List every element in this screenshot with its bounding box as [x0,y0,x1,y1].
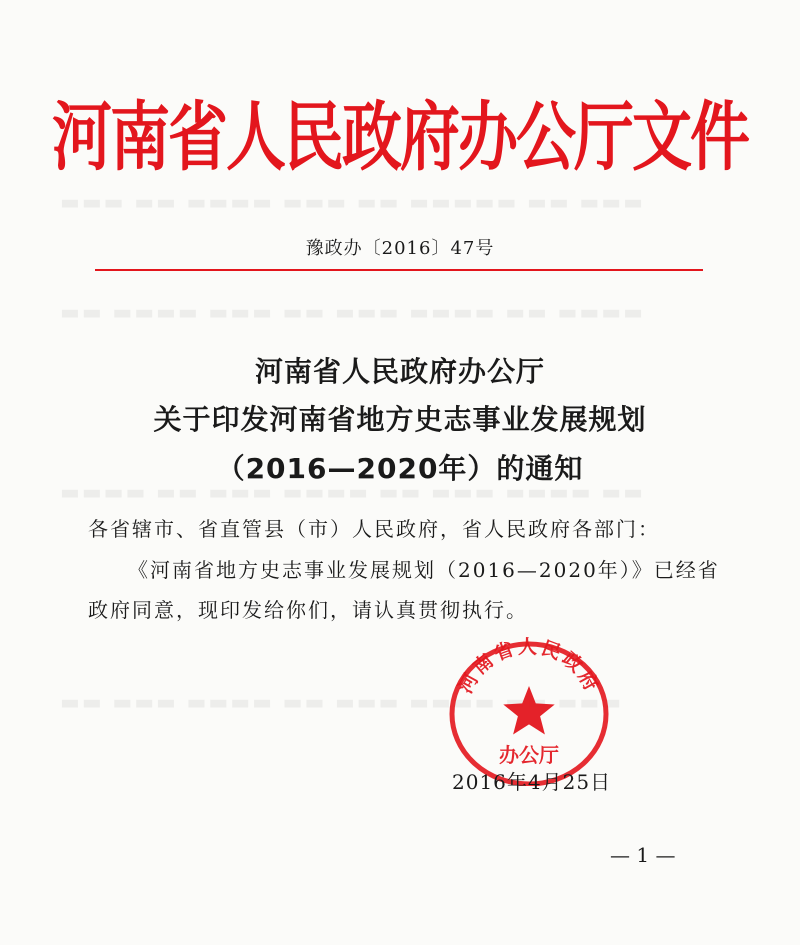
notice-title-line-1: 河南省人民政府办公厅 [254,355,545,388]
bleed-through-texture: ▬▬ ▬▬▬▬ ▬▬▬ ▬▬ ▬▬▬ ▬▬▬▬ ▬▬ ▬▬▬▬ [60,300,645,324]
document-masthead: 河南省人民政府办公厅文件 [52,94,748,182]
red-divider-line [95,269,703,271]
seal-bottom-text: 办公厅 [499,743,559,767]
body-paragraph-line-2: 政府同意，现印发给你们，请认真贯彻执行。 [88,598,528,622]
bleed-through-texture: ▬▬ ▬▬▬ ▬▬▬▬ ▬▬ ▬▬▬ ▬▬▬▬ ▬▬ ▬▬▬ [60,690,624,714]
document-number: 豫政办〔2016〕47号 [305,238,495,259]
notice-title-line-2: 关于印发河南省地方史志事业发展规划 [153,403,647,436]
seal-arc-text: 河南省人民政府 [454,636,604,698]
body-paragraph-line-1: 《河南省地方史志事业发展规划（2016—2020年）》已经省 [128,558,720,582]
page-number: — 1 — [610,843,676,867]
bleed-through-texture: ▬▬▬▬ ▬▬ ▬▬▬ ▬▬▬▬ ▬▬ ▬▬▬ ▬▬▬▬ ▬▬ [60,480,645,504]
salutation: 各省辖市、省直管县（市）人民政府，省人民政府各部门： [88,517,660,541]
official-seal-graphic [444,636,614,786]
bleed-through-texture: ▬▬▬ ▬▬ ▬▬▬▬ ▬▬▬ ▬▬ ▬▬▬▬▬ ▬▬ ▬▬▬ [60,190,645,214]
notice-title-line-3: （2016—2020年）的通知 [216,452,584,485]
star-icon [503,686,554,735]
issue-date: 2016年4月25日 [452,770,612,794]
official-seal [444,636,614,786]
